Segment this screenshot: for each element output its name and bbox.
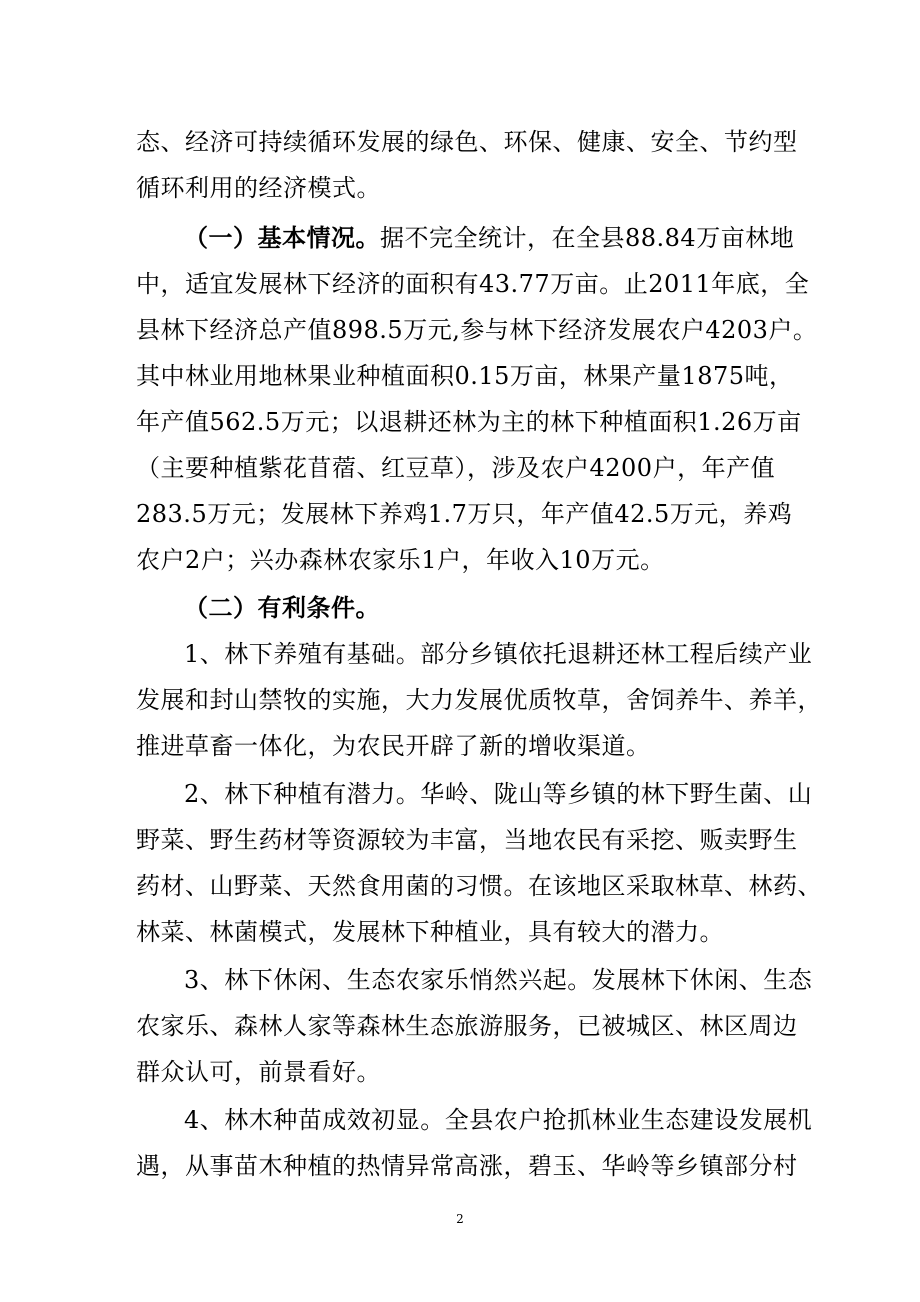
text-line	[184, 1106, 812, 1134]
line-text: 药材、山野菜、天然食用菌的习惯。在该地区采取林草、林药、	[136, 872, 822, 900]
text-line	[136, 408, 802, 436]
line-text: 年产值562.5万元；以退耕还林为主的林下种植面积1.26万亩	[136, 408, 802, 436]
text-line	[136, 454, 775, 482]
line-text: 态、经济可持续循环发展的绿色、环保、健康、安全、节约型	[136, 128, 798, 156]
text-line	[136, 546, 665, 574]
section-heading-line	[184, 594, 380, 622]
text-line	[136, 918, 724, 946]
line-text: 283.5万元；发展林下养鸡1.7万只，年产值42.5万元，养鸡	[136, 500, 793, 528]
line-text: 4、林木种苗成效初显。全县农户抢抓林业生态建设发展机	[184, 1106, 813, 1134]
line-text: 2、林下种植有潜力。华岭、陇山等乡镇的林下野生菌、山	[184, 780, 813, 808]
text-line	[136, 1058, 381, 1086]
line-text: 推进草畜一体化，为农民开辟了新的增收渠道。	[136, 732, 651, 760]
line-text: 1、林下养殖有基础。部分乡镇依托退耕还林工程后续产业	[184, 640, 813, 668]
text-line	[136, 500, 792, 528]
line-text: 据不完全统计，在全县88.84万亩林地	[380, 224, 795, 252]
line-text: 其中林业用地林果业种植面积0.15万亩，林果产量1875吨，	[136, 362, 794, 390]
text-line	[136, 316, 817, 344]
text-line	[136, 174, 381, 202]
text-line	[136, 270, 809, 298]
text-line	[136, 362, 794, 390]
line-text: 3、林下休闲、生态农家乐悄然兴起。发展林下休闲、生态	[184, 966, 813, 994]
text-line	[136, 128, 798, 156]
text-line	[136, 1012, 798, 1040]
line-text: 群众认可，前景看好。	[136, 1058, 381, 1086]
line-text: （主要种植紫花苜蓿、红豆草），涉及农户4200户，年产值	[136, 454, 776, 482]
line-text: 遇，从事苗木种植的热情异常高涨，碧玉、华岭等乡镇部分村	[136, 1152, 798, 1180]
section-heading: （一）基本情况。	[184, 223, 380, 252]
line-text: 农家乐、森林人家等森林生态旅游服务，已被城区、林区周边	[136, 1012, 798, 1040]
line-text: 循环利用的经济模式。	[136, 174, 381, 202]
text-line	[136, 1152, 798, 1180]
page-number: 2	[456, 1212, 464, 1226]
line-text: 中，适宜发展林下经济的面积有43.77万亩。止2011年底，全	[136, 270, 810, 298]
text-line	[136, 732, 651, 760]
section-heading: （二）有利条件。	[184, 593, 380, 622]
text-line	[184, 640, 812, 668]
line-text: 发展和封山禁牧的实施，大力发展优质牧草，舍饲养牛、养羊，	[136, 686, 822, 714]
text-line	[136, 686, 822, 714]
section-heading-line	[184, 224, 794, 252]
text-line	[136, 872, 822, 900]
line-text: 林菜、林菌模式，发展林下种植业，具有较大的潜力。	[136, 918, 724, 946]
line-text: 县林下经济总产值898.5万元,参与林下经济发展农户4203户。	[136, 316, 818, 344]
line-text: 野菜、野生药材等资源较为丰富，当地农民有采挖、贩卖野生	[136, 826, 798, 854]
text-line	[184, 780, 812, 808]
text-line	[184, 966, 812, 994]
text-line	[136, 826, 798, 854]
line-text: 农户2户；兴办森林农家乐1户，年收入10万元。	[136, 546, 665, 574]
